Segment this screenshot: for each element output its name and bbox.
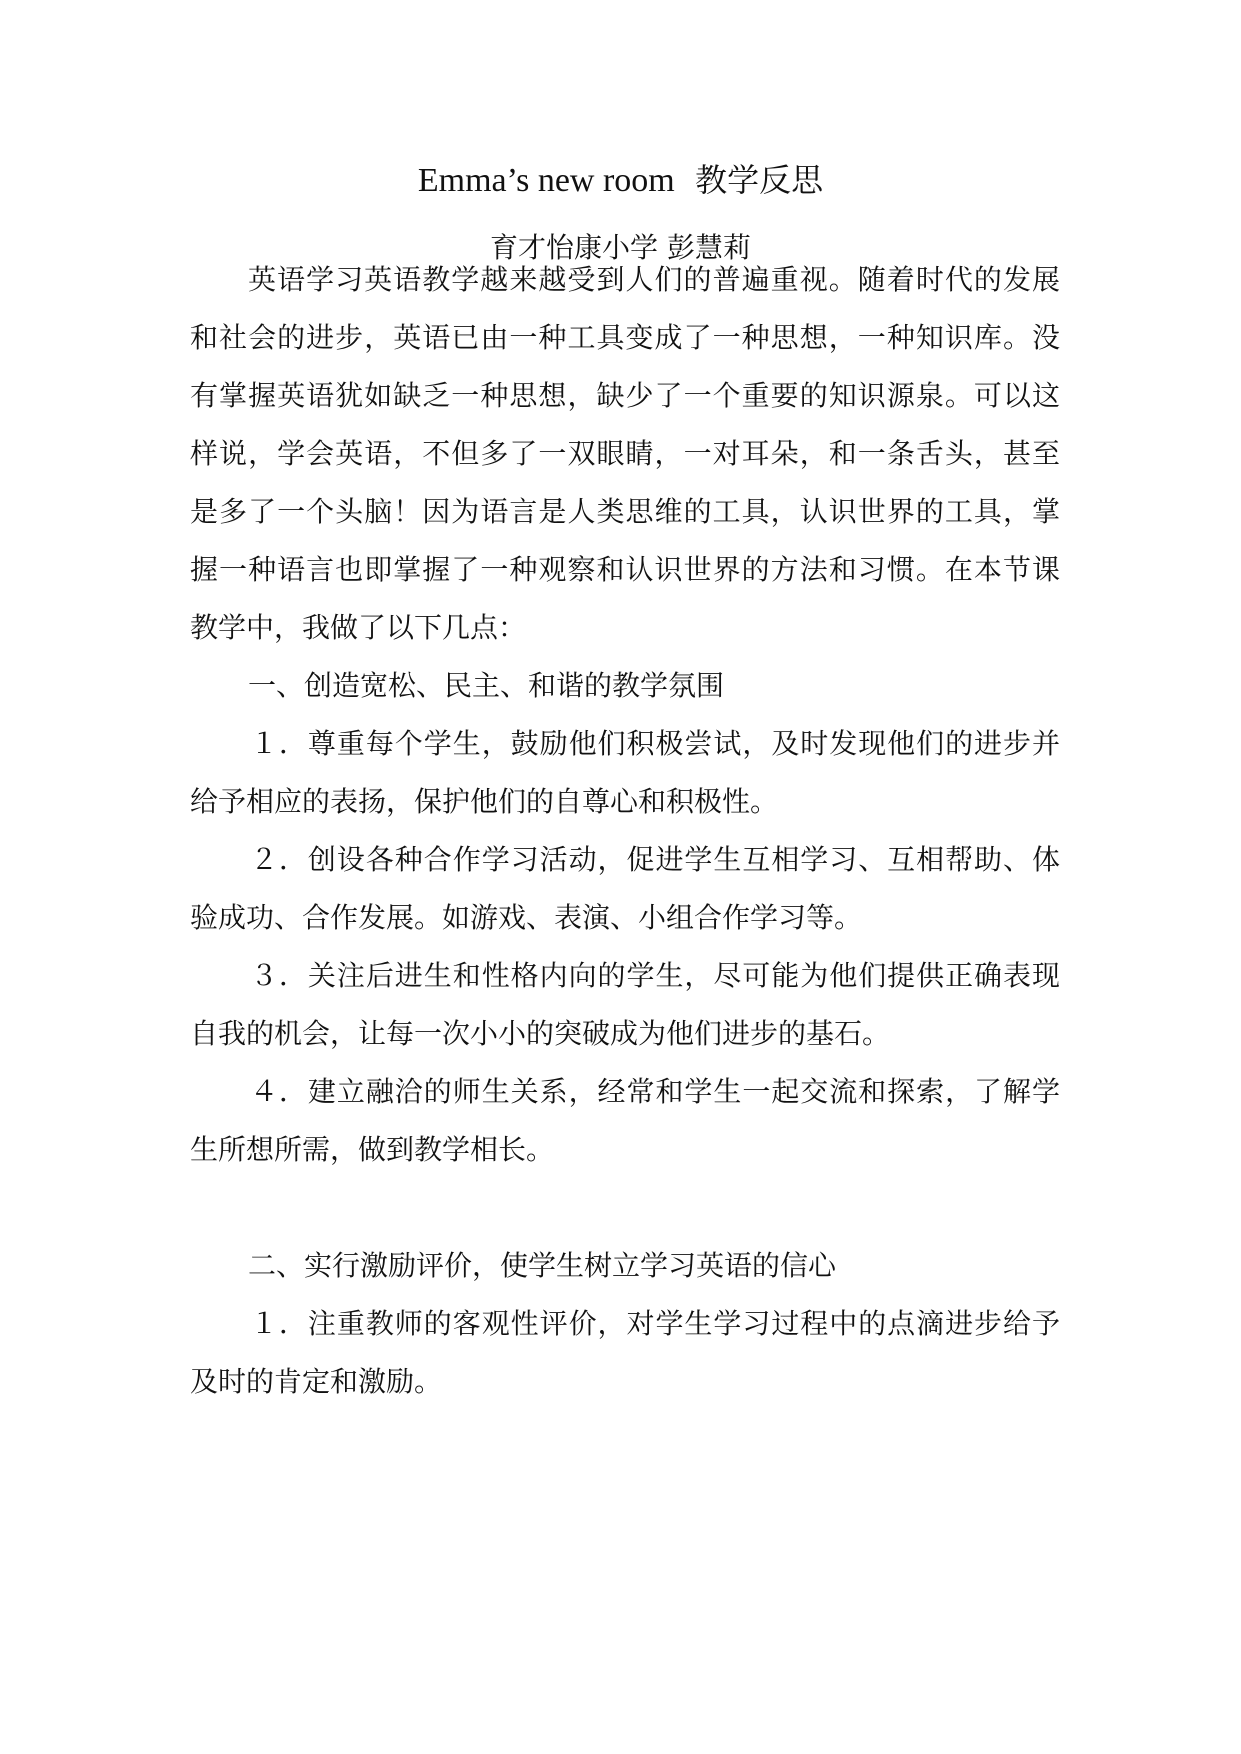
section-2-item-1-line-1: １．注重教师的客观性评价，对学生学习过程中的点滴进步给予 [250, 1307, 1060, 1340]
section-1-heading: 一、创造宽松、民主、和谐的教学氛围 [248, 669, 725, 702]
section-1-item-1-line-1: １．尊重每个学生，鼓励他们积极尝试，及时发现他们的进步并 [250, 727, 1060, 760]
section-1-item-3-line-1: ３．关注后进生和性格内向的学生，尽可能为他们提供正确表现 [250, 959, 1060, 992]
section-1-item-1-line-2: 给予相应的表扬，保护他们的自尊心和积极性。 [190, 785, 779, 818]
intro-line-5: 是多了一个头脑！因为语言是人类思维的工具，认识世界的工具，掌 [190, 495, 1060, 528]
author-line: 育才怡康小学 彭慧莉 [490, 231, 751, 264]
title-english: Emma’s new room [417, 162, 675, 199]
section-1-item-4-line-1: ４．建立融洽的师生关系，经常和学生一起交流和探索，了解学 [250, 1075, 1060, 1108]
section-2-heading: 二、实行激励评价，使学生树立学习英语的信心 [248, 1249, 837, 1282]
intro-line-1: 英语学习英语教学越来越受到人们的普遍重视。随着时代的发展 [248, 263, 1060, 296]
intro-line-7: 教学中，我做了以下几点： [190, 611, 527, 644]
section-1-item-2-line-1: ２．创设各种合作学习活动，促进学生互相学习、互相帮助、体 [250, 843, 1060, 876]
title-chinese: 教学反思 [695, 161, 824, 199]
intro-line-3: 有掌握英语犹如缺乏一种思想，缺少了一个重要的知识源泉。可以这 [190, 379, 1060, 412]
section-1-item-3-line-2: 自我的机会，让每一次小小的突破成为他们进步的基石。 [190, 1017, 891, 1050]
intro-line-2: 和社会的进步，英语已由一种工具变成了一种思想，一种知识库。没 [190, 321, 1060, 354]
intro-line-6: 握一种语言也即掌握了一种观察和认识世界的方法和习惯。在本节课 [190, 553, 1060, 586]
section-2-item-1-line-2: 及时的肯定和激励。 [190, 1365, 443, 1398]
document-title [0, 158, 1241, 203]
intro-line-4: 样说，学会英语，不但多了一双眼睛，一对耳朵，和一条舌头，甚至 [190, 437, 1060, 470]
section-1-item-2-line-2: 验成功、合作发展。如游戏、表演、小组合作学习等。 [190, 901, 863, 934]
section-1-item-4-line-2: 生所想所需，做到教学相长。 [190, 1133, 555, 1166]
